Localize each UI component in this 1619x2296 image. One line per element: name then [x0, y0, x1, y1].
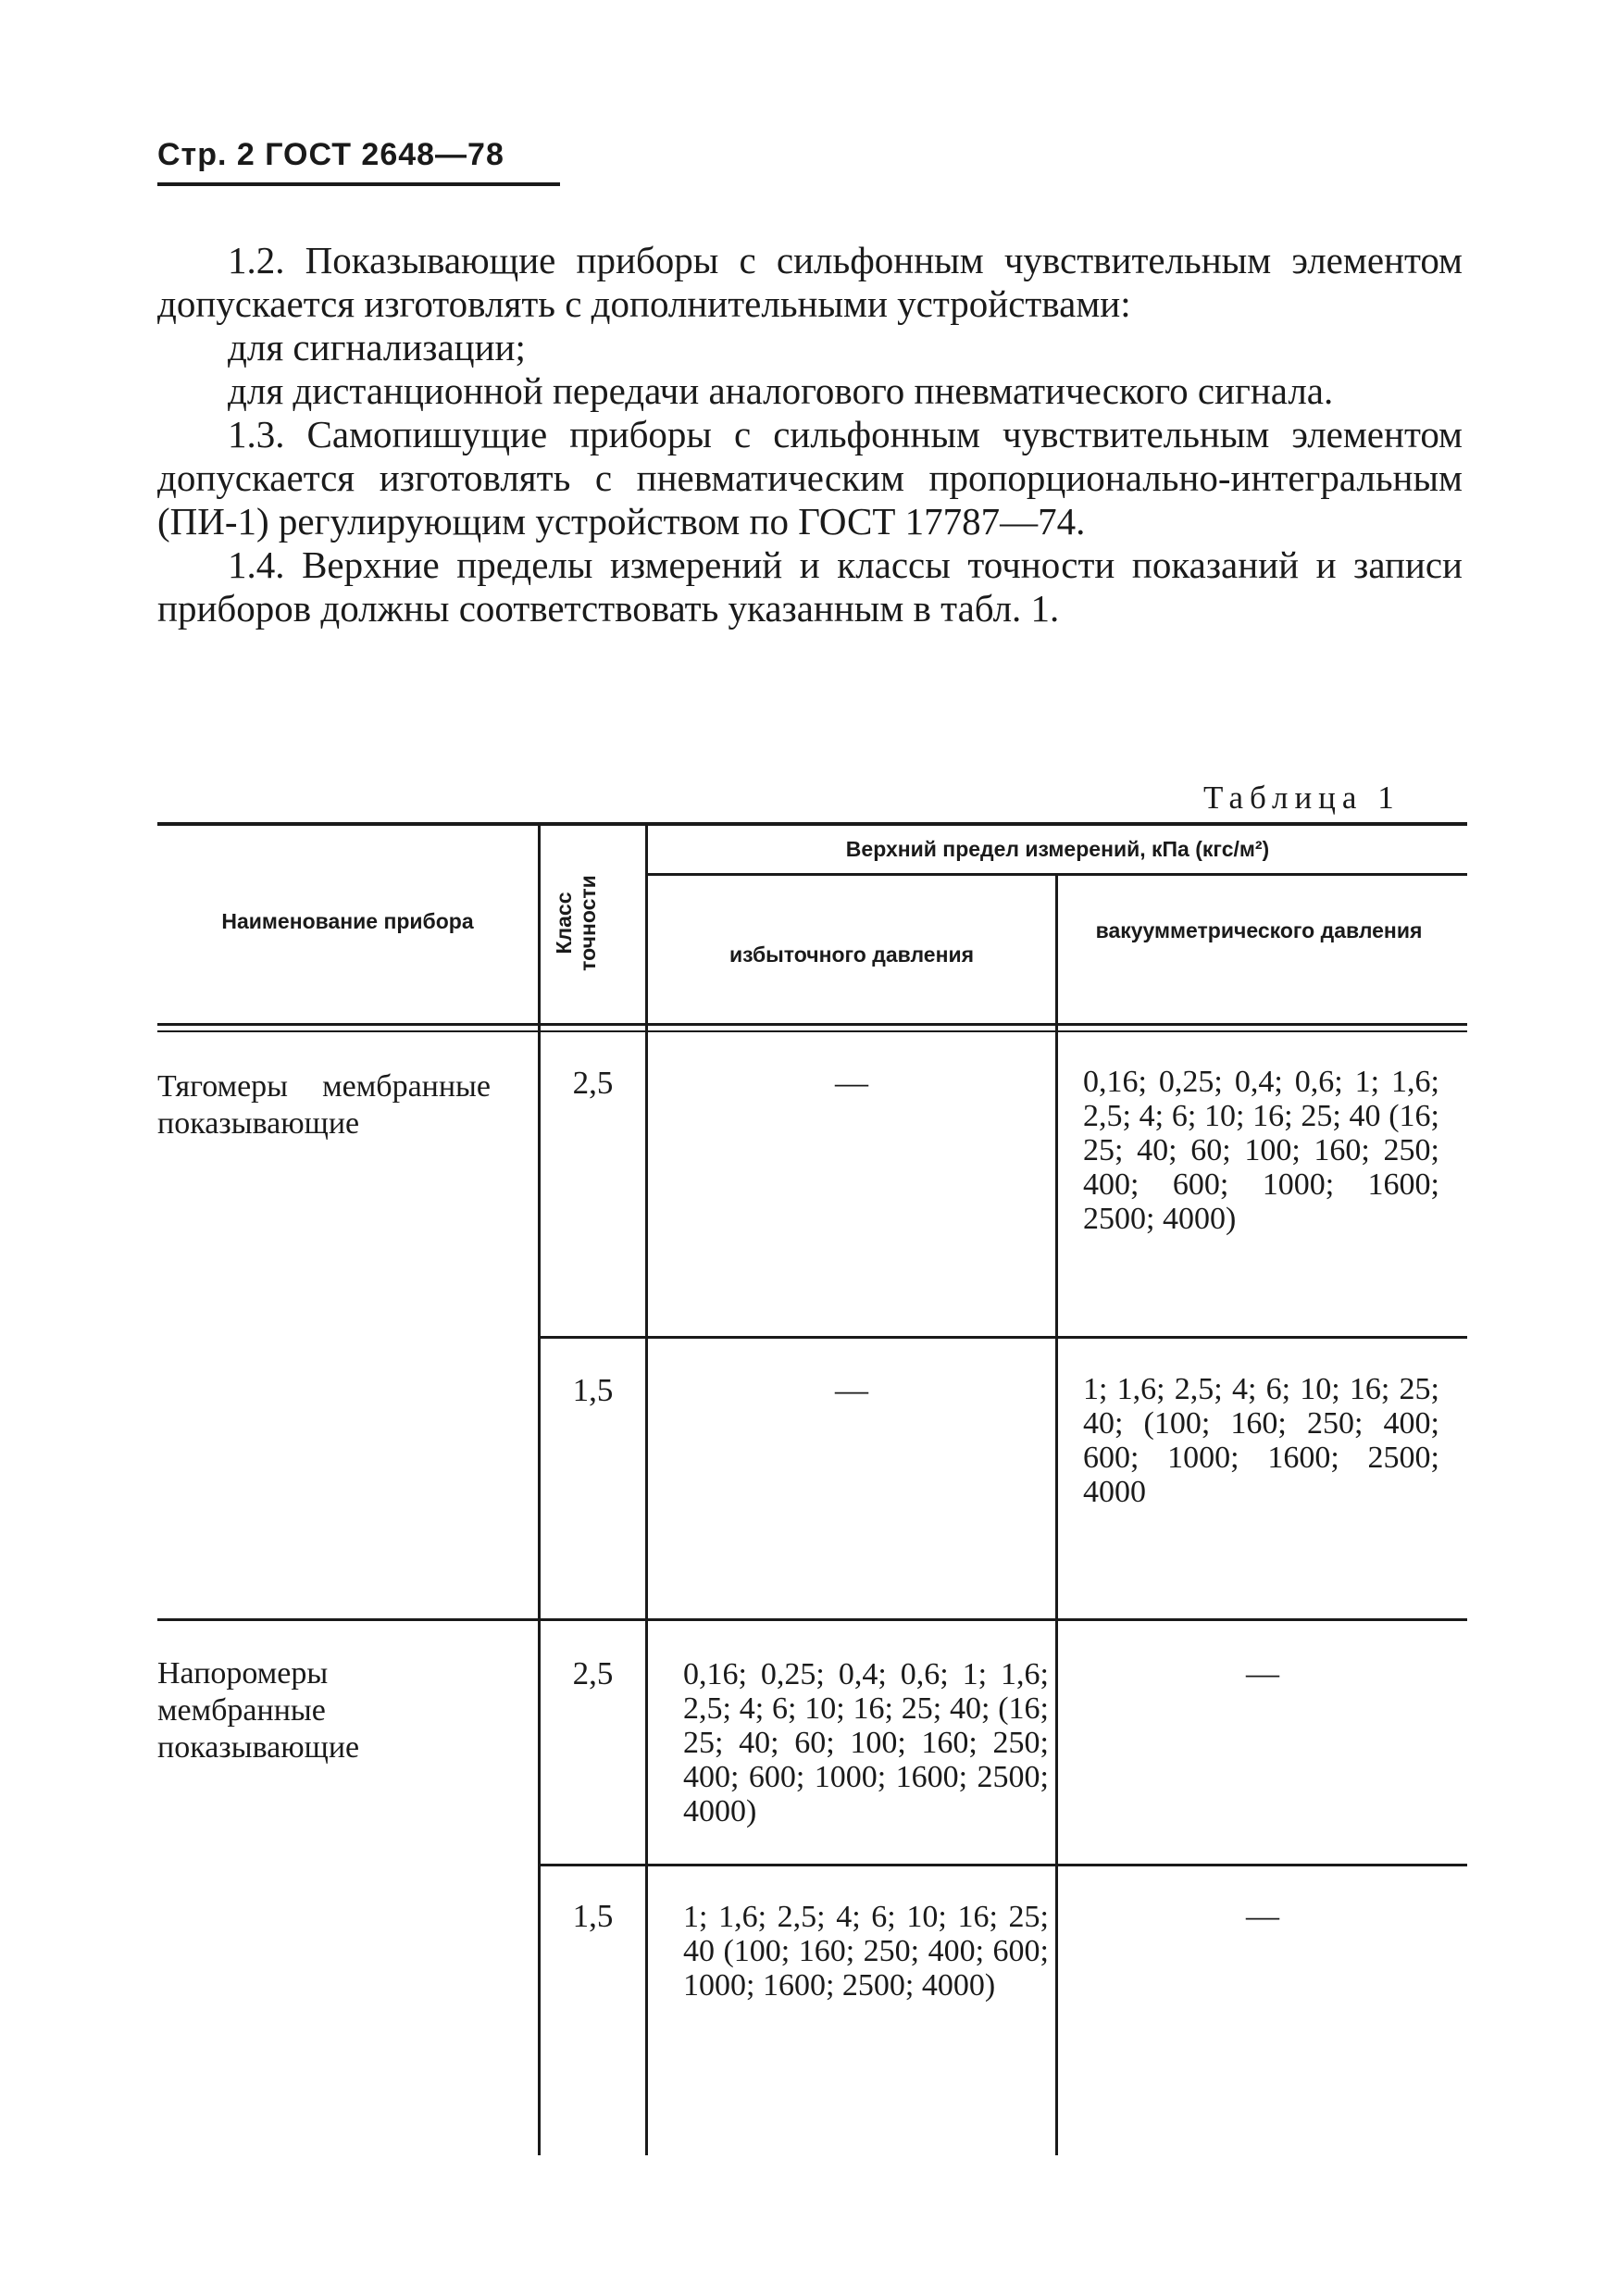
header-rule [157, 182, 560, 186]
row-2-class: 1,5 [572, 1372, 614, 1408]
paragraph-1-3: 1.3. Самопишущие приборы с сильфонным чувствительным элементом допускается изготовлять с пневматическим пропорционально-интегральным (ПИ-1) регулирующим устройством по ГОСТ 17787—74. [157, 413, 1463, 543]
body-text [157, 239, 1463, 630]
row-4-vacuum: — [1246, 1897, 1279, 1934]
row-divider-1 [539, 1336, 1467, 1339]
header-upper-limit: Верхний предел измерений, кПа (кгс/м²) [845, 837, 1270, 861]
header-excess: избыточного давления [729, 942, 975, 967]
col-divider-2 [645, 826, 648, 2155]
row-2-vacuum: 1; 1,6; 2,5; 4; 6; 10; 16; 25; 40; (100; 160; 250; 400; 600; 1000; 1600; 2500; 4000 [1083, 1372, 1439, 1509]
table-top-rule [157, 822, 1467, 826]
paragraph-1-2-item-transmission: для дистанционной передачи аналогового пневматического сигнала. [228, 369, 1334, 412]
header-class-cell [539, 844, 613, 1002]
row-1-vacuum: 0,16; 0,25; 0,4; 0,6; 1; 1,6; 2,5; 4; 6; 10; 16; 25; 40 (16; 25; 40; 60; 100; 160; 250; 400; 600; 1000; 1600; 2500; 4000) [1083, 1065, 1439, 1236]
row-3-excess: 0,16; 0,25; 0,4; 0,6; 1; 1,6; 2,5; 4; 6; 10; 16; 25; 40; (16; 25; 40; 60; 100; 160; 250; 400; 600; 1000; 1600; 2500; 4000) [683, 1657, 1049, 1828]
table-1 [157, 822, 1467, 2155]
header-vacuum: вакуумметрического давления [1095, 918, 1423, 942]
row-2-excess: — [835, 1371, 868, 1408]
paragraph-1-4: 1.4. Верхние пределы измерений и классы точности показаний и записи приборов должны соответствовать указанным в табл. 1. [157, 543, 1463, 630]
page-header [157, 137, 560, 186]
row-3-name: Напоромеры мембранные показывающие [157, 1656, 360, 1765]
row-4-excess: 1; 1,6; 2,5; 4; 6; 10; 16; 25; 40 (100; 160; 250; 400; 600; 1000; 1600; 2500; 4000) [683, 1900, 1049, 2003]
header-bottom-rule-1 [157, 1023, 1467, 1026]
header-bottom-rule-2 [157, 1030, 1467, 1032]
row-1-name: Тягомеры мембранные показывающие [157, 1069, 491, 1141]
paragraph-1-2-item-signal: для сигнализации; [228, 326, 526, 368]
row-3-class: 2,5 [572, 1655, 614, 1691]
row-3-vacuum: — [1246, 1654, 1279, 1691]
page-header-title: Стр. 2 ГОСТ 2648—78 [157, 137, 504, 172]
row-4-class: 1,5 [572, 1898, 614, 1934]
header-class: Класс точности [552, 875, 600, 971]
row-divider-3 [539, 1864, 1467, 1866]
table-caption: Таблица 1 [1203, 780, 1401, 816]
paragraph-1-2: 1.2. Показывающие приборы с сильфонным чувствительным элементом допускается изготовлять с дополнительными устройствами: [157, 239, 1463, 325]
row-1-class: 2,5 [572, 1065, 614, 1101]
header-name: Наименование прибора [221, 909, 474, 933]
row-divider-2 [157, 1618, 1467, 1621]
row-1-excess: — [835, 1064, 868, 1101]
col-divider-1 [538, 826, 541, 2155]
col-divider-3 [1055, 874, 1058, 2155]
